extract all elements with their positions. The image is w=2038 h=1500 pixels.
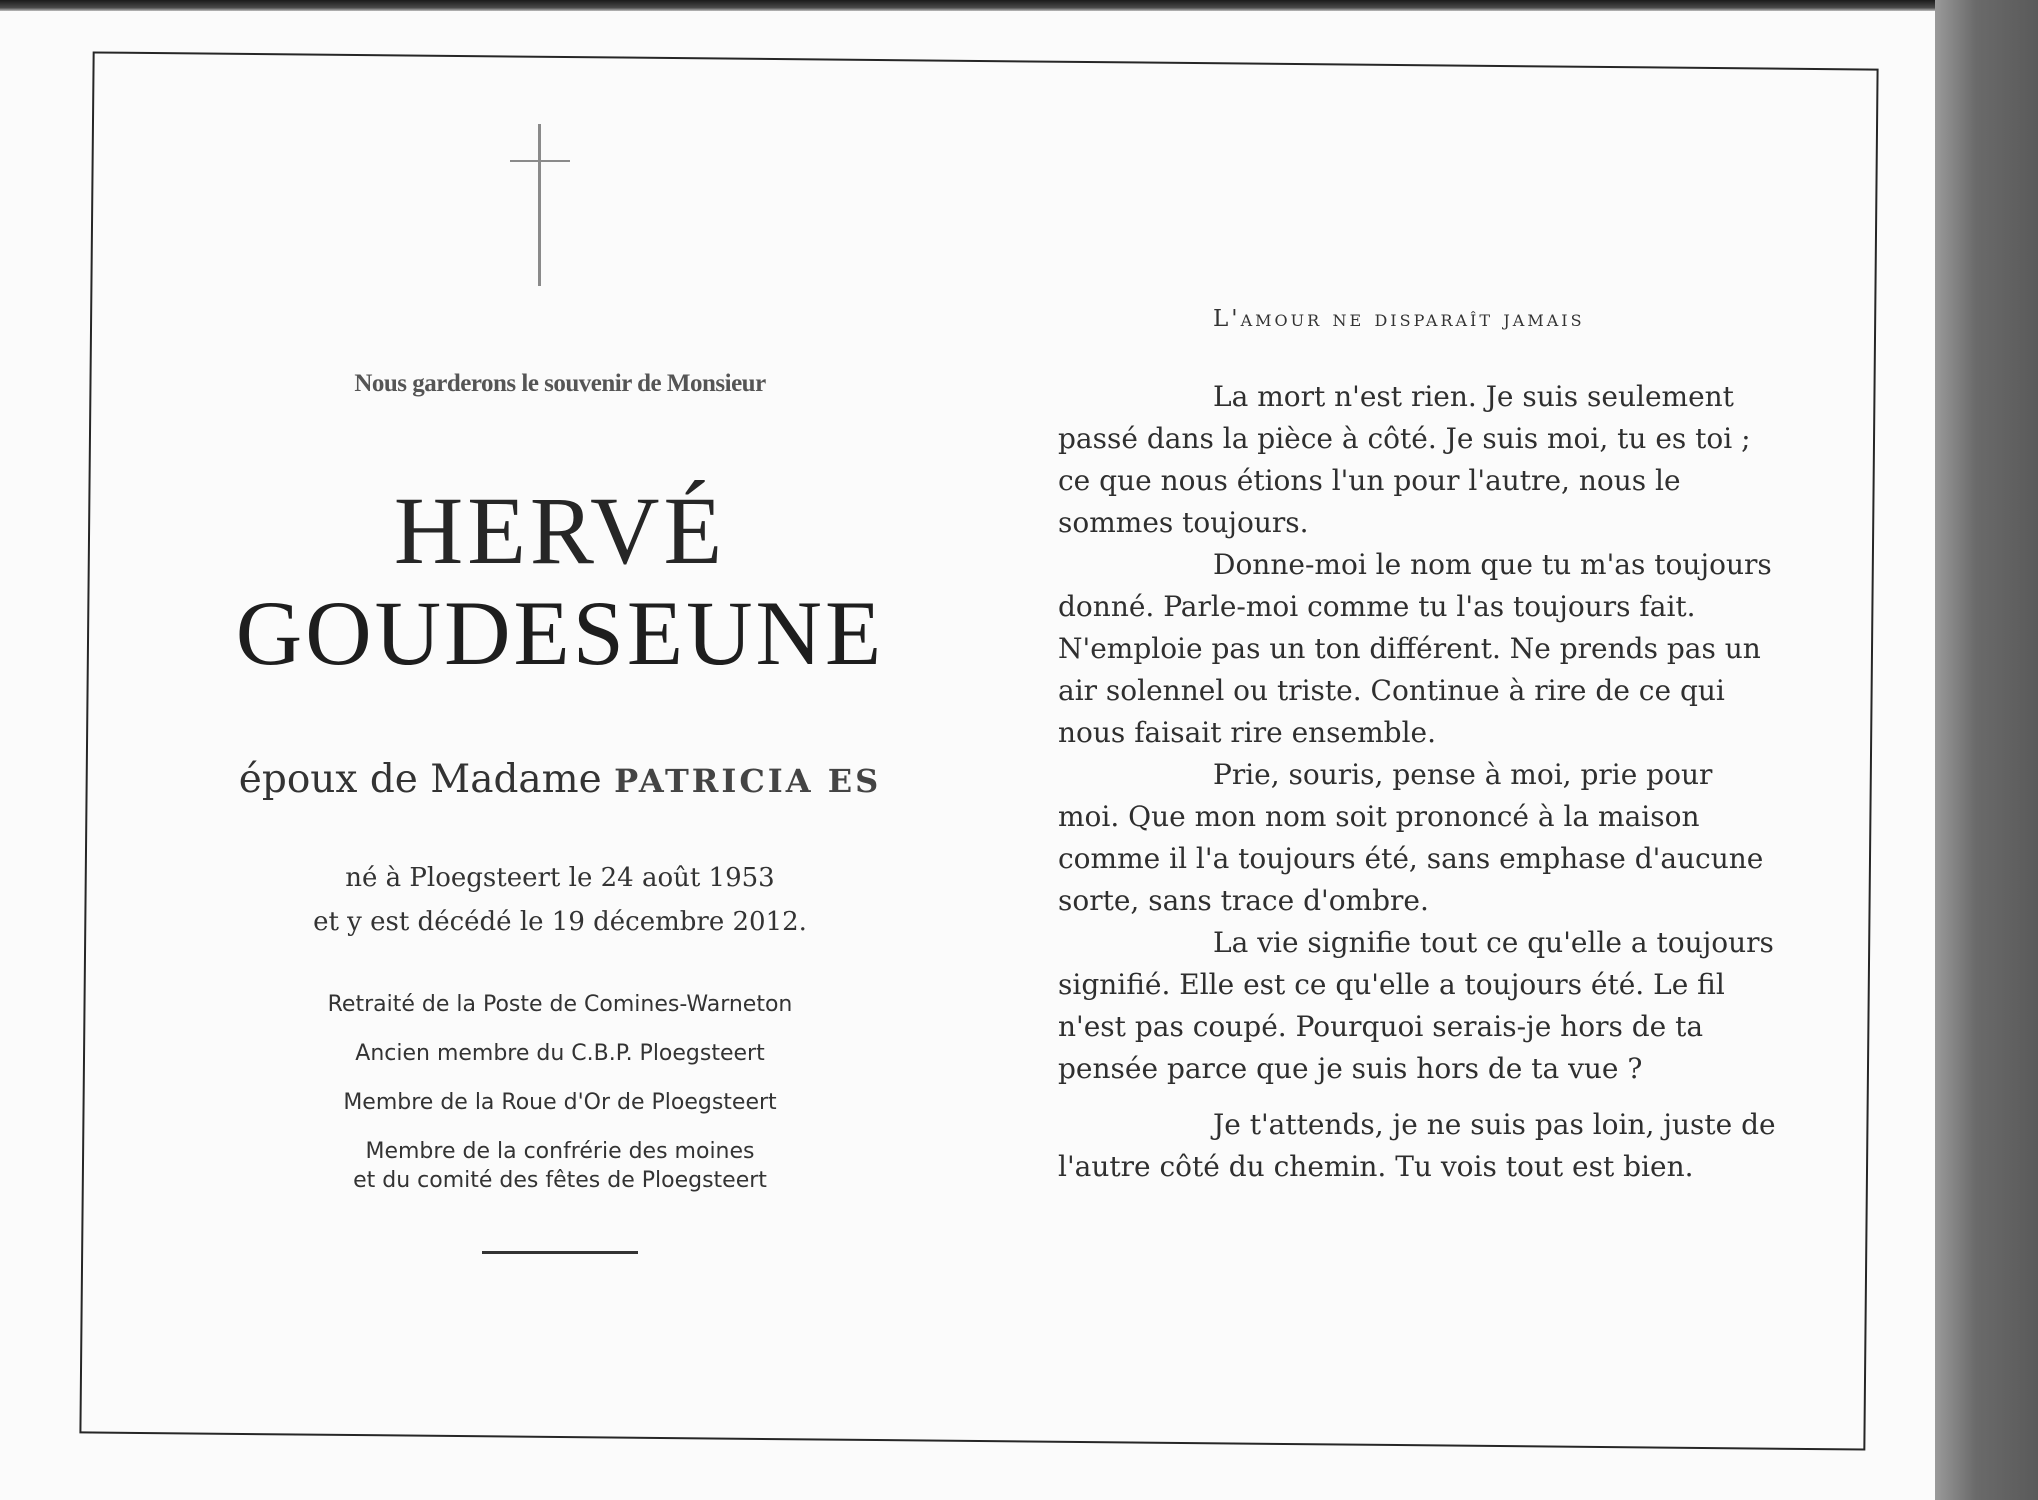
poem-paragraph: La vie signifie tout ce qu'elle a toujours signifié. Elle est ce qu'elle a toujours été. Le fil n'est pas coupé. Pourquoi serais-je hors de ta pensée parce que je suis hors de ta vue ?: [1058, 926, 1774, 1085]
death-line: et y est décédé le 19 décembre 2012.: [313, 907, 807, 937]
roles-list: [150, 990, 970, 1195]
scan-edge-right: [1935, 0, 2038, 1500]
spouse-prefix: époux de Madame: [238, 757, 615, 802]
intro-text: Nous garderons le souvenir de Monsieur: [354, 370, 766, 397]
role-item: Retraité de la Poste de Comines-Warneton: [327, 992, 793, 1017]
last-name: GOUDESEUNE: [235, 582, 885, 684]
memorial-left-column: [150, 360, 970, 1254]
cross-icon-bar: [510, 160, 570, 162]
spouse-line: [150, 757, 970, 802]
role-item: Membre de la Roue d'Or de Ploegsteert: [343, 1090, 777, 1115]
life-dates: [150, 856, 970, 944]
poem-column: [1058, 298, 1778, 1188]
role-item-line: Membre de la confrérie des moines: [365, 1139, 755, 1164]
first-name: HERVÉ: [393, 477, 727, 584]
role-item: [150, 1137, 970, 1195]
poem-paragraph: Prie, souris, pense à moi, prie pour moi. Que mon nom soit prononcé à la maison comme il l'a toujours été, sans emphase d'aucune sorte, sans trace d'ombre.: [1058, 758, 1764, 917]
birth-line: né à Ploegsteert le 24 août 1953: [345, 863, 775, 893]
scan-edge-top: [0, 0, 1960, 11]
ornament-divider: [482, 1251, 638, 1254]
poem-paragraph: Je t'attends, je ne suis pas loin, juste de l'autre côté du chemin. Tu vois tout est bien.: [1058, 1108, 1776, 1183]
role-item-line: et du comité des fêtes de Ploegsteert: [353, 1168, 767, 1193]
poem-paragraph: La mort n'est rien. Je suis seulement passé dans la pièce à côté. Je suis moi, tu es toi ; ce que nous étions l'un pour l'autre, nous le sommes toujours.: [1058, 380, 1751, 539]
poem-title: L'amour ne disparaît jamais: [1213, 306, 1585, 332]
spouse-name: PATRICIA ES: [614, 762, 882, 800]
cross-icon: [538, 124, 541, 286]
role-item: Ancien membre du C.B.P. Ploegsteert: [355, 1041, 765, 1066]
poem-paragraph: Donne-moi le nom que tu m'as toujours donné. Parle-moi comme tu l'as toujours fait. N'emploie pas un ton différent. Ne prends pas un air solennel ou triste. Continue à rire de ce qui nous faisait rire ensemble.: [1058, 548, 1772, 749]
